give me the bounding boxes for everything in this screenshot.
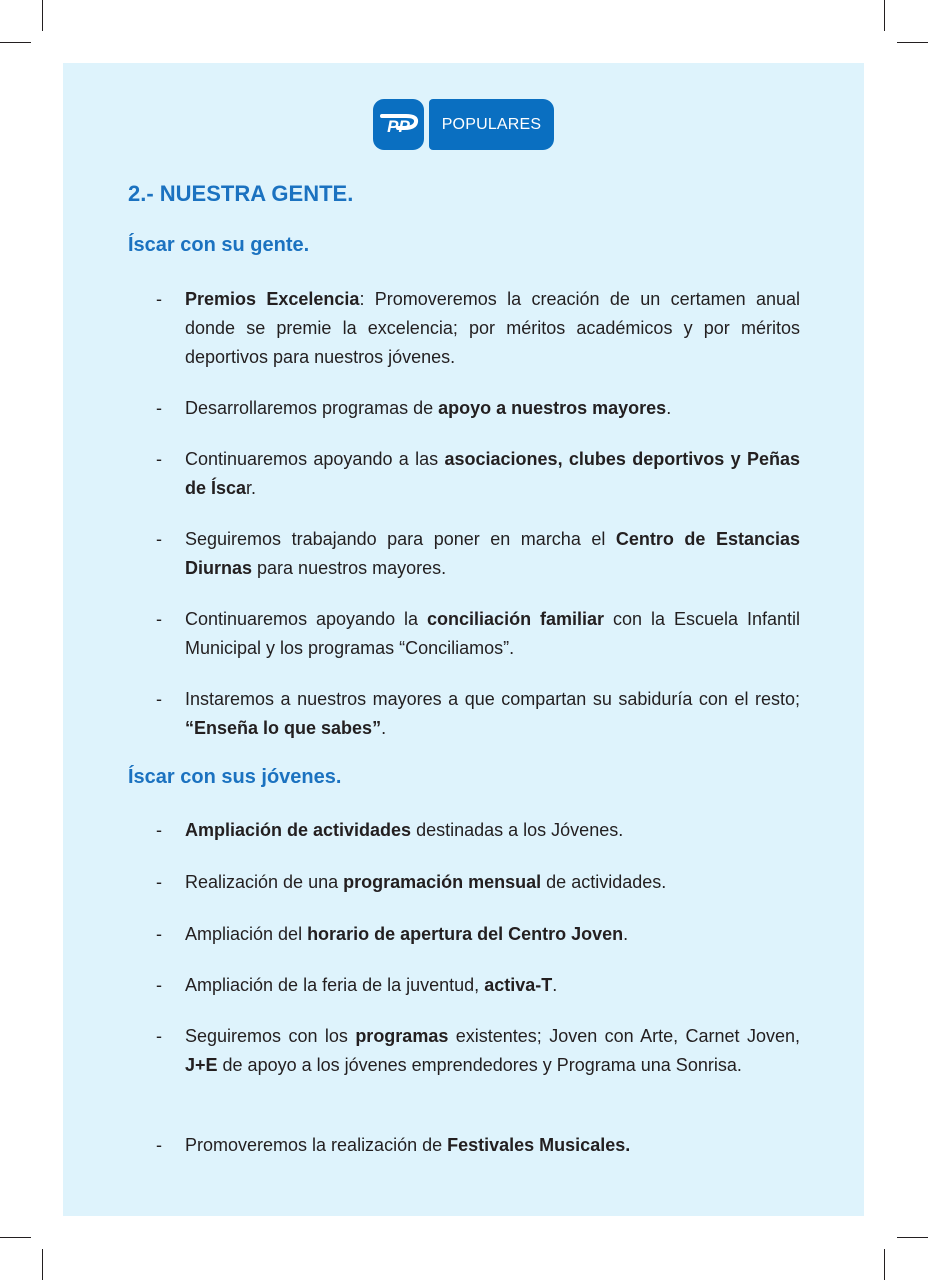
bold-text: programas [355, 1026, 449, 1046]
text-run: . [623, 924, 629, 944]
bold-text: Ampliación de actividades [185, 820, 412, 840]
logo-wordmark: POPULARES [429, 99, 554, 150]
crop-mark [897, 1237, 928, 1238]
text-run: . [381, 718, 387, 738]
bullet-dash: - [156, 529, 162, 549]
list-item-text [185, 394, 800, 423]
text-run: existentes; Joven con Arte, Carnet Joven, [448, 1026, 800, 1046]
bold-text: “Enseña lo que sabes” [185, 718, 382, 738]
list-item [128, 525, 800, 583]
crop-mark [42, 0, 43, 31]
group-title-gente: Íscar con su gente. [128, 234, 310, 256]
bullet-dash: - [156, 975, 162, 995]
list-item-text [185, 1131, 800, 1160]
bullet-dash: - [156, 872, 162, 892]
list-item-text [185, 525, 800, 583]
list-item-text [185, 445, 800, 503]
crop-mark [884, 0, 885, 31]
bold-text: apoyo a nuestros mayores [438, 398, 667, 418]
list-item-text [185, 971, 800, 1000]
list-item [128, 868, 800, 897]
list-item-text [185, 868, 800, 897]
list-item [128, 816, 800, 845]
text-run: r. [246, 478, 257, 498]
list-item [128, 445, 800, 503]
bold-text: Festivales Musicales. [447, 1135, 631, 1155]
text-run: Ampliación de la feria de la juventud, [185, 975, 485, 995]
list-item-text [185, 816, 800, 845]
bullet-dash: - [156, 1026, 162, 1046]
text-run: de apoyo a los jóvenes emprendedores y Programa una Sonrisa. [217, 1055, 742, 1075]
bold-text: horario de apertura del Centro Joven [307, 924, 624, 944]
bullet-dash: - [156, 1135, 162, 1155]
crop-mark [0, 1237, 31, 1238]
list-item-text [185, 685, 800, 743]
bold-text: asociaciones, clubes deportivos y Peñas de Ísca [185, 449, 800, 498]
text-run: Seguiremos trabajando para poner en marcha el [185, 529, 616, 549]
crop-mark [897, 42, 928, 43]
bullet-dash: - [156, 289, 162, 309]
text-run: con la Escuela Infantil Municipal y los programas “Conciliamos”. [185, 609, 800, 658]
bold-text: programación mensual [343, 872, 542, 892]
crop-mark [884, 1249, 885, 1280]
text-run: de actividades. [541, 872, 667, 892]
bullet-dash: - [156, 398, 162, 418]
bullet-dash: - [156, 820, 162, 840]
text-run: . [666, 398, 672, 418]
list-item [128, 685, 800, 743]
list-item [128, 920, 800, 949]
text-run: destinadas a los Jóvenes. [411, 820, 624, 840]
pp-logo-mark [373, 99, 424, 150]
list-item-text [185, 285, 800, 372]
text-run: Continuaremos apoyando la [185, 609, 428, 629]
list-item [128, 394, 800, 423]
bullet-dash: - [156, 689, 162, 709]
list-item [128, 971, 800, 1000]
list-item [128, 1022, 800, 1080]
text-run: Seguiremos con los [185, 1026, 356, 1046]
section-title: 2.- NUESTRA GENTE. [128, 181, 354, 206]
list-item-text [185, 920, 800, 949]
crop-mark [42, 1249, 43, 1280]
bold-text: activa-T [484, 975, 553, 995]
list-item-text [185, 1022, 800, 1080]
pp-logo-text: PP [387, 117, 410, 136]
text-run: Ampliación del [185, 924, 308, 944]
bold-text: J+E [185, 1055, 218, 1075]
bullet-dash: - [156, 449, 162, 469]
text-run: Realización de una [185, 872, 344, 892]
bold-text: Premios Excelencia [185, 289, 360, 309]
list-item-text [185, 605, 800, 663]
list-item [128, 285, 800, 372]
text-run: . [552, 975, 558, 995]
bold-text: Centro de Estancias Diurnas [185, 529, 800, 578]
text-run: para nuestros mayores. [252, 558, 447, 578]
crop-mark [0, 42, 31, 43]
bullet-dash: - [156, 609, 162, 629]
group-title-jovenes: Íscar con sus jóvenes. [128, 766, 342, 788]
text-run: Instaremos a nuestros mayores a que compartan su sabiduría con el resto; [185, 689, 800, 709]
text-run: Desarrollaremos programas de [185, 398, 439, 418]
text-run: Promoveremos la realización de [185, 1135, 448, 1155]
list-item [128, 1131, 800, 1160]
bold-text: conciliación familiar [427, 609, 605, 629]
text-run: : Promoveremos la creación de un certamen anual donde se premie la excelencia; por méritos académicos y por méritos deportivos para nuestros jóvenes. [185, 289, 800, 367]
text-run: Continuaremos apoyando a las [185, 449, 445, 469]
bullet-dash: - [156, 924, 162, 944]
list-item [128, 605, 800, 663]
